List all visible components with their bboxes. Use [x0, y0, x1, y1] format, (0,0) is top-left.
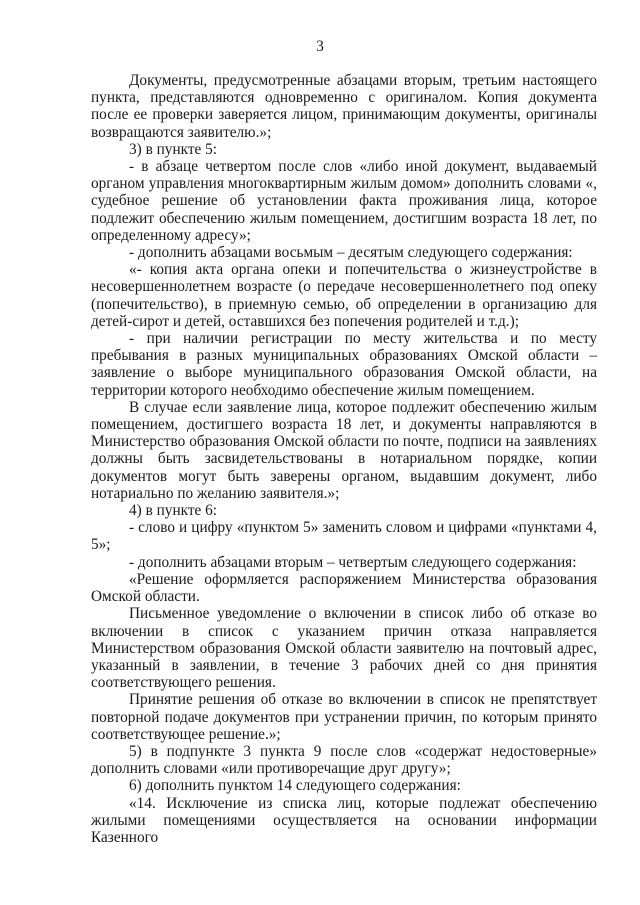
- paragraph-13: Принятие решения об отказе во включении в список не препятствует повторной подаче документов при устранении причин, по которым принято соответствующее решение.»;: [91, 691, 597, 743]
- document-body: [91, 72, 597, 846]
- paragraph-10: - дополнить абзацами вторым – четвертым следующего содержания:: [129, 553, 577, 571]
- paragraph-5: «- копия акта органа опеки и попечительства о жизнеустройстве в несовершеннолетнем возрасте (о передаче несовершеннолетнего под опеку (попечительство), в приемную семью, об определении в организацию для детей-сирот и детей, оставшихся без попечения родителей и т.д.);: [91, 261, 597, 330]
- paragraph-6: - при наличии регистрации по месту жительства и по месту пребывания в разных муниципальных образованиях Омской области – заявление о выборе муниципального образования Омской области, на территории которого необходимо обеспечение жилым помещением.: [91, 330, 597, 399]
- paragraph-2: 3) в пункте 5:: [129, 140, 218, 158]
- paragraph-8: 4) в пункте 6:: [129, 502, 218, 520]
- paragraph-1: Документы, предусмотренные абзацами вторым, третьим настоящего пункта, представляются одновременно с оригиналом. Копия документа после ее проверки заверяется лицом, принимающим документы, оригиналы возвращаются заявителю.»;: [91, 72, 597, 141]
- paragraph-14: 5) в подпункте 3 пункта 9 после слов «содержат недостоверные» дополнить словами «или противоречащие друг другу»;: [91, 742, 597, 778]
- paragraph-7: В случае если заявление лица, которое подлежит обеспечению жилым помещением, достигшего возраста 18 лет, и документы направляются в Министерство образования Омской области по почте, подписи на заявлениях должны быть засвидетельствованы в нотариальном порядке, копии документов могут быть заверены органом, выдавшим документ, либо нотариально по желанию заявителя.»;: [91, 398, 597, 502]
- paragraph-11: «Решение оформляется распоряжением Министерства образования Омской области.: [91, 570, 597, 606]
- paragraph-4: - дополнить абзацами восьмым – десятым следующего содержания:: [129, 244, 573, 262]
- paragraph-12: Письменное уведомление о включении в список либо об отказе во включении в список с указанием причин отказа направляется Министерством образования Омской области заявителю на почтовый адрес, указанный в заявлении, в течение 3 рабочих дней со дня принятия соответствующего решения.: [91, 605, 597, 692]
- page-number: 3: [316, 38, 324, 55]
- paragraph-16: «14. Исключение из списка лиц, которые подлежат обеспечению жилыми помещениями осуществляется на основании информации Казенного: [91, 794, 597, 846]
- paragraph-3: - в абзаце четвертом после слов «либо иной документ, выдаваемый органом управления многоквартирным жилым домом» дополнить словами «, судебное решение об установлении факта проживания лица, которое подлежит обеспечению жилым помещением, достигшим возраста 18 лет, по определенному адресу»;: [91, 158, 597, 244]
- paragraph-9: - слово и цифру «пунктом 5» заменить словом и цифрами «пунктами 4, 5»;: [91, 519, 597, 554]
- paragraph-15: 6) дополнить пунктом 14 следующего содержания:: [129, 777, 461, 795]
